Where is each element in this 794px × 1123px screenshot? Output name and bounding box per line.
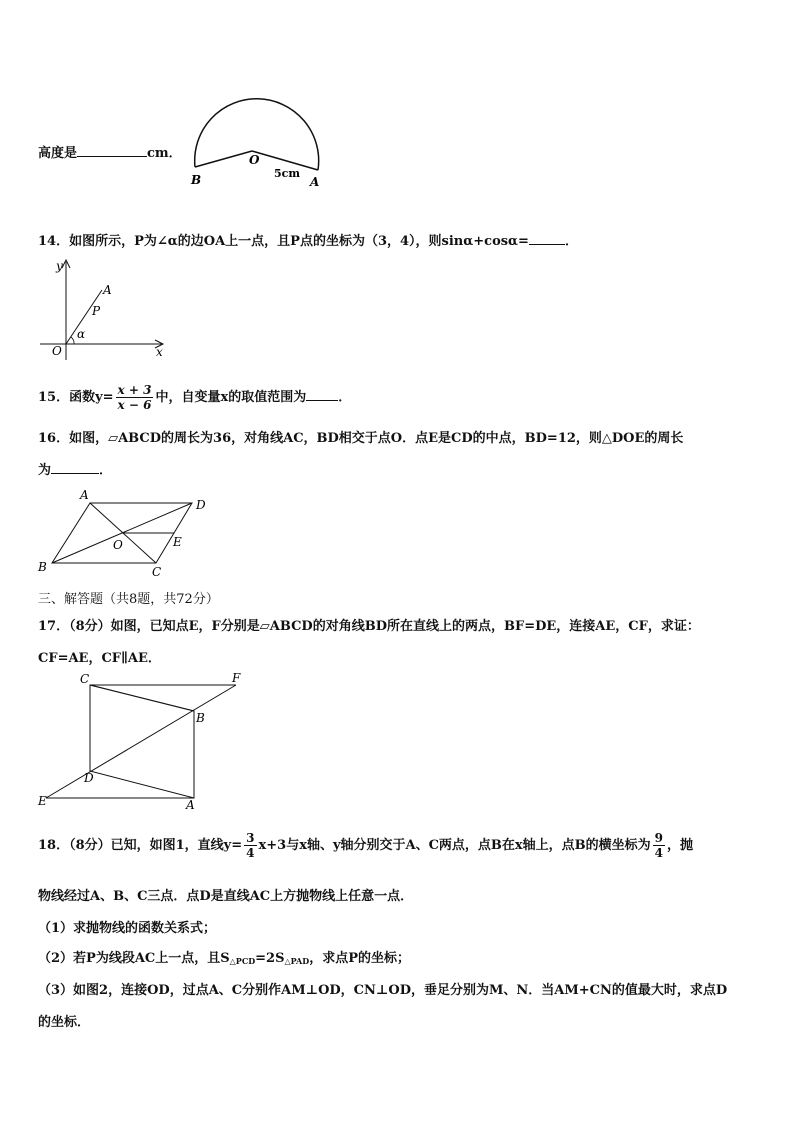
q18-line1 (38, 826, 693, 866)
label-a: A (103, 283, 112, 297)
q17-number: 17． (38, 619, 70, 634)
label-d: D (84, 771, 94, 785)
parallelogram-abcd (90, 685, 194, 798)
q16-answer-blank[interactable] (51, 461, 99, 474)
q14-text-end: ． (564, 234, 578, 249)
q13-text-after: cm． (147, 146, 182, 161)
q18-fraction-2 (653, 831, 665, 860)
q14-answer-blank[interactable] (529, 232, 565, 245)
q15-answer-blank[interactable] (306, 388, 338, 401)
label-a: A (80, 488, 89, 502)
q18-text-b: x+3与x轴、y轴分别交于A、C两点，点B在x轴上，点B的横坐标为 (258, 838, 651, 853)
q16-line2-end: ． (99, 463, 113, 478)
q16-figure (36, 487, 216, 579)
q16-text: 如图，▱ABCD的周长为36，对角线AC，BD相交于点O．点E是CD的中点，BD=12，则△DOE的周长 (69, 431, 684, 446)
q16-line1 (38, 427, 683, 446)
q18-sub3-line1: （3）如图2，连接OD，过点A、C分别作AM⊥OD，CN⊥OD，垂足分别为M、N．当AM+CN的值最大时，求点D (38, 983, 728, 998)
label-a: A (310, 175, 320, 189)
label-5cm: 5cm (274, 167, 300, 180)
q18-sub3-line2: 的坐标． (38, 1015, 91, 1030)
q15-text-a: 函数y= (69, 390, 114, 405)
q15-frac-den: x − 6 (117, 398, 152, 412)
q15-text-end: ． (338, 390, 352, 405)
q18-text-a: （8分）已知，如图1，直线y= (69, 838, 243, 853)
label-b: B (191, 173, 202, 187)
q18-sub2-s2: △PAD (284, 956, 310, 966)
q14-text: 如图所示，P为∠α的边OA上一点，且P点的坐标为（3，4），则sinα+cosα= (69, 234, 529, 249)
q18-frac1-num: 3 (246, 831, 255, 845)
label-y: y (56, 259, 63, 273)
q15-text-b: 中，自变量x的取值范围为 (155, 390, 307, 405)
q16-line2-text: 为 (38, 463, 52, 478)
radius-ob (195, 151, 252, 167)
q17-line2: CF=AE，CF∥AE． (38, 651, 161, 666)
label-alpha: α (77, 327, 86, 341)
label-x: x (156, 345, 163, 359)
q13-line (38, 142, 182, 161)
q18-sub2-c: ，求点P的坐标； (309, 951, 410, 966)
sector-figure (185, 85, 330, 190)
q18-frac1-den: 4 (246, 846, 255, 860)
q16-number: 16． (38, 431, 70, 446)
q15-line (38, 380, 351, 416)
q15-number: 15． (38, 390, 70, 405)
q18-fraction-1 (244, 831, 256, 860)
section-title: 三、解答题（共8题，共72分） (38, 592, 219, 607)
q18-sub2-s1: △PCD (229, 956, 256, 966)
label-o: O (249, 153, 260, 167)
q18-sub2-a: （2）若P为线段AC上一点，且S (38, 951, 230, 966)
q14-number: 14． (38, 234, 70, 249)
q13-answer-blank[interactable] (77, 144, 147, 157)
label-p: P (92, 304, 101, 318)
q18-line2: 物线经过A、B、C三点．点D是直线AC上方抛物线上任意一点． (38, 889, 414, 904)
q18-frac2-den: 4 (654, 846, 664, 860)
q14-line (38, 230, 578, 249)
q13-text-before: 高度是 (38, 146, 78, 161)
q16-line2 (38, 459, 112, 478)
label-d: D (196, 498, 206, 512)
label-o: O (113, 538, 123, 552)
q15-frac-num: x + 3 (117, 383, 152, 397)
q18-sub2 (38, 947, 410, 966)
q18-sub1: （1）求抛物线的函数关系式； (38, 921, 217, 936)
q14-figure (36, 256, 171, 364)
q18-number: 18． (38, 838, 70, 853)
q18-text-c: ，抛 (667, 838, 694, 853)
label-a: A (186, 798, 195, 810)
angle-arc (71, 337, 74, 344)
q17-line1 (38, 615, 700, 634)
label-c: C (152, 565, 162, 579)
label-b: B (196, 711, 205, 725)
label-b: B (38, 560, 47, 574)
q17-figure (34, 668, 254, 810)
q17-text: （8分）如图，已知点E，F分别是▱ABCD的对角线BD所在直线上的两点，BF=DE，连接AE，CF，求证： (69, 619, 700, 634)
label-e: E (173, 535, 182, 549)
label-e: E (38, 794, 47, 808)
label-o: O (52, 344, 62, 358)
label-c: C (80, 672, 90, 686)
segment-cb (90, 685, 194, 711)
line-ef (46, 685, 236, 798)
q18-frac2-num: 9 (654, 831, 664, 845)
label-f: F (232, 671, 241, 685)
q15-fraction (116, 383, 154, 412)
q18-sub2-b: =2S (255, 951, 285, 966)
